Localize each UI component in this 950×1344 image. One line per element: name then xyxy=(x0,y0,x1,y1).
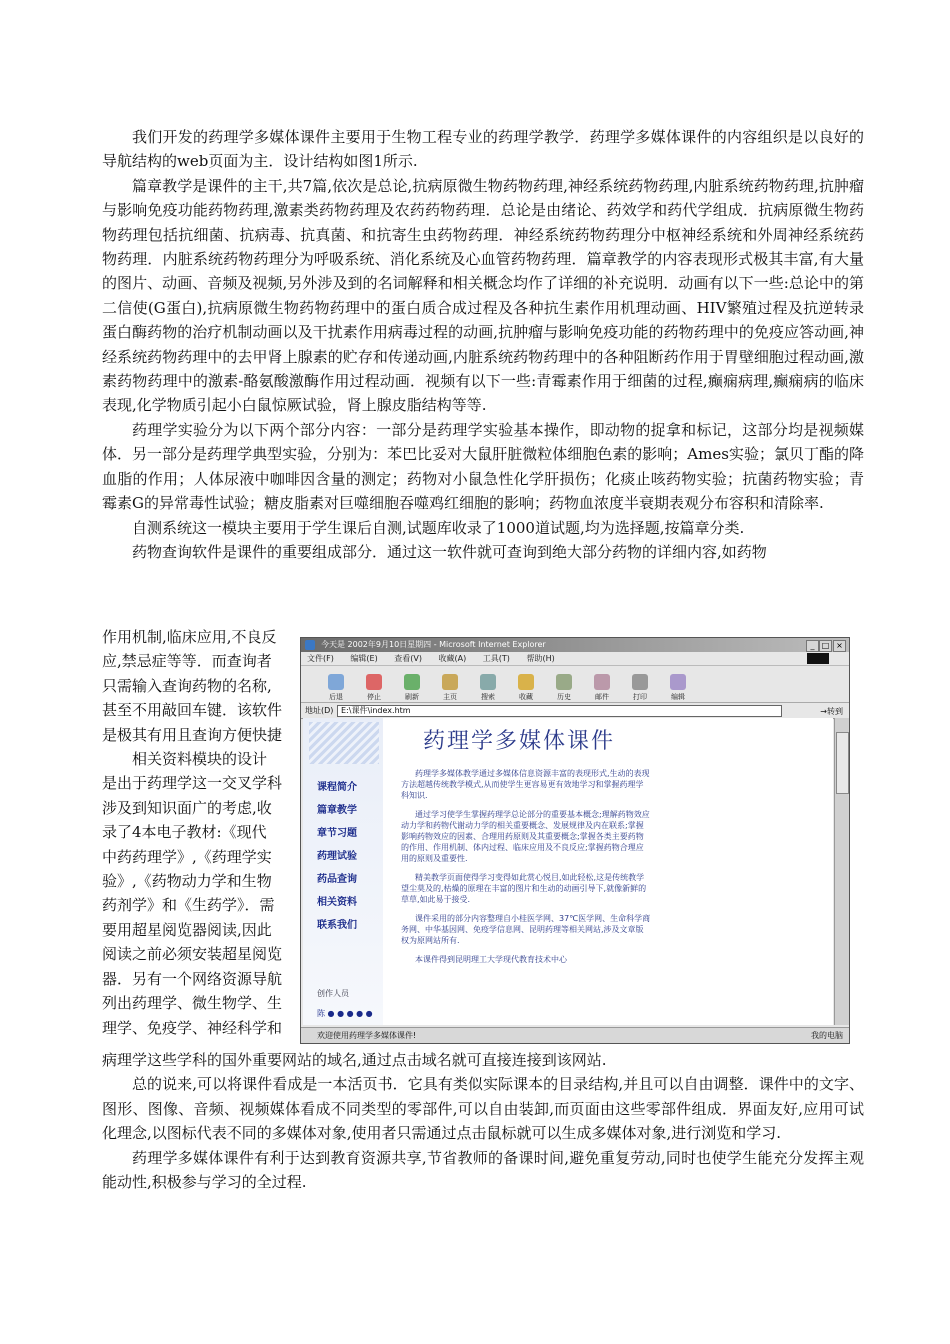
paragraph: 篇章教学是课件的主干,共7篇,依次是总论,抗病原微生物药物药理,神经系统药物药理,内脏系统药物药理,抗肿瘤与影响免疫功能药物药理,激素类药物药理及农药药物药理．总论是由绪论、药效学和药代学组成．抗病原微生物药物药理包括抗细菌、抗病毒、抗真菌、和抗寄生虫药物药理．神经系统药物药理分中枢神经系统和外周神经系统药物药理．内脏系统药物药理分为呼吸系统、消化系统及心血管药物药理．篇章教学的内容表现形式极其丰富,有大量的图片、动画、音频及视频,另外涉及到的名词解释和相关概念均作了详细的补充说明．动画有以下一些:总论中的第二信使(G蛋白),抗病原微生物药物药理中的蛋白质合成过程及各种抗生素作用机理动画、HIV繁殖过程及抗逆转录蛋白酶药物的治疗机制动画以及干扰素作用病毒过程的动画,抗肿瘤与影响免疫功能的药物药理中的免疫应答动画,神经系统药物药理中的去甲肾上腺素的贮存和传递动画,内脏系统药物药理中的各种阻断药作用于胃壁细胞过程动画,激素药物药理中的激素-酪氨酸激酶作用过程动画．视频有以下一些:青霉素作用于细菌的过程,癫痫病理,癫痫病的临床表现,化学物质引起小白鼠惊厥试验，肾上腺皮脂结构等等. xyxy=(102,176,864,415)
history-button[interactable]: 历史 xyxy=(549,674,579,702)
maximize-icon[interactable]: □ xyxy=(819,640,832,652)
stop-icon xyxy=(366,674,382,690)
address-label: 地址(D) xyxy=(305,706,334,715)
nav-course-intro[interactable]: 课程简介 xyxy=(317,782,357,793)
menu-favorites[interactable]: 收藏(A) xyxy=(438,654,467,663)
body-paragraph: 课件采用的部分内容整理自小桂医学网、37℃医学网、生命科学商务网、中华基因网、免疫学信息网、昆明药理等相关网站,涉及文章版权为原网站所有. xyxy=(401,914,651,945)
sidebar-nav xyxy=(317,776,357,937)
paragraph: 我们开发的药理学多媒体课件主要用于生物工程专业的药理学教学．药理学多媒体课件的内容组织是以良好的导航结构的web页面为主．设计结构如图1所示. xyxy=(102,128,864,171)
refresh-button[interactable]: 刷新 xyxy=(397,674,427,702)
edit-button[interactable]: 编辑 xyxy=(663,674,693,702)
browser-screenshot-figure xyxy=(300,637,850,1044)
print-button[interactable]: 打印 xyxy=(625,674,655,702)
scrollbar-thumb[interactable] xyxy=(836,732,849,794)
printer-icon xyxy=(632,674,648,690)
keyboard-image xyxy=(309,722,379,764)
edit-icon xyxy=(670,674,686,690)
mail-button[interactable]: 邮件 xyxy=(587,674,617,702)
ie-logo-icon xyxy=(305,640,315,650)
text-line: 只需输入查询药物的名称, xyxy=(102,676,272,695)
paragraph: 自测系统这一模块主要用于学生课后自测,试题库收录了1000道试题,均为选择题,按篇章分类. xyxy=(132,518,745,537)
favorites-button[interactable]: 收藏 xyxy=(511,674,541,702)
history-icon xyxy=(556,674,572,690)
text-line: 中药药理学》,《药理学实 xyxy=(102,847,272,866)
toolbar xyxy=(301,666,849,703)
nav-drug-query[interactable]: 药品查询 xyxy=(317,874,357,885)
menu-tools[interactable]: 工具(T) xyxy=(482,654,510,663)
window-titlebar xyxy=(301,638,849,652)
paragraph: 病理学这些学科的国外重要网站的域名,通过点击域名就可直接连接到该网站. xyxy=(102,1051,607,1069)
text-line: 列出药理学、微生物学、生 xyxy=(102,994,283,1013)
menu-bar xyxy=(301,652,849,666)
nav-chapter-exercises[interactable]: 章节习题 xyxy=(317,828,357,839)
home-icon xyxy=(442,674,458,690)
status-bar xyxy=(301,1027,849,1043)
paragraph: 药物查询软件是课件的重要组成部分．通过这一软件就可查询到绝大部分药物的详细内容,如药物 xyxy=(132,542,767,561)
text-line: 阅读之前必须安装超星阅览 xyxy=(102,945,283,964)
page-body xyxy=(401,768,651,973)
page-sidebar xyxy=(303,718,383,1025)
text-line: 涉及到知识面广的考虑,收 xyxy=(102,798,272,817)
text-line: 要用超星阅览器阅读,因此 xyxy=(102,920,272,939)
menu-file[interactable]: 文件(F) xyxy=(307,654,334,663)
text-line: 甚至不用敲回车键．该软件 xyxy=(102,701,283,720)
search-button[interactable]: 搜索 xyxy=(473,674,503,702)
makers-names: 陈 ● ● ● ● ● xyxy=(317,1009,373,1018)
nav-related-materials[interactable]: 相关资料 xyxy=(317,897,357,908)
text-line: 相关资料模块的设计 xyxy=(132,750,268,769)
star-icon xyxy=(518,674,534,690)
paragraph: 药理学实验分为以下两个部分内容：一部分是药理学实验基本操作，即动物的捉拿和标记，这部分均是视频媒体．另一部分是药理学典型实验，分别为：苯巴比妥对大鼠肝脏微粒体细胞色素的影响；Ames实验；氯贝丁酯的降血脂的作用；人体尿液中咖啡因含量的测定；药物对小鼠急性化学肝损伤；化痰止咳药物实验；抗菌药物实验；青霉素G的异常毒性试验；糖皮脂素对巨噬细胞吞噬鸡红细胞的影响；药物血浓度半衰期表观分布容积和清除率. xyxy=(102,420,864,513)
nav-contact-us[interactable]: 联系我们 xyxy=(317,920,357,931)
body-paragraph: 通过学习使学生掌握药理学总论部分的重要基本概念;理解药物效应动力学和药物代谢动力学的相关重要概念、发展规律及内在联系;掌握影响药物效应的因素、合理用药原则及其重要概念;掌握各类主要药物的作用、作用机制、体内过程、临床应用及不良反应;掌握药物合理应用的原则及重要性. xyxy=(401,810,650,863)
body-paragraph: 药理学多媒体教学通过多媒体信息资源丰富的表现形式,生动的表现方法超越传统教学模式,从而使学生更容易更有效地学习和掌握药理学科知识. xyxy=(401,769,650,800)
windows-logo-icon xyxy=(807,653,829,664)
text-line: 应,禁忌症等等．而查询者 xyxy=(102,652,272,671)
back-arrow-icon xyxy=(328,674,344,690)
text-line: 是极其有用且查询方便快捷 xyxy=(102,725,283,744)
paragraph: 总的说来,可以将课件看成是一本活页书．它具有类似实际课本的目录结构,并且可以自由调整．课件中的文字、图形、图像、音频、视频媒体看成不同类型的零部件,可以自由装卸,而页面由这些零部件组成．界面友好,应用可试化理念,以图标代表不同的多媒体对象,使用者只需通过点击鼠标就可以生成多媒体对象,进行浏览和学习. xyxy=(102,1075,864,1143)
text-line: 器．另有一个网络资源导航 xyxy=(102,969,283,988)
window-title: 今天是 2002年9月10日星期四 - Microsoft Internet Explorer xyxy=(321,640,546,649)
address-bar xyxy=(301,703,849,719)
close-icon[interactable]: × xyxy=(833,640,846,652)
status-zone: 我的电脑 xyxy=(811,1031,843,1040)
text-line: 理学、免疫学、神经科学和 xyxy=(102,1018,283,1037)
mail-icon xyxy=(594,674,610,690)
wrapped-text-block xyxy=(102,625,300,1040)
back-button[interactable]: 后退 xyxy=(321,674,351,702)
page-title: 药理学多媒体课件 xyxy=(423,729,616,754)
text-line: 验》,《药物动力学和生物 xyxy=(102,872,272,891)
vertical-scrollbar[interactable] xyxy=(834,718,849,1025)
go-button[interactable]: →转到 xyxy=(820,707,843,716)
nav-chapter-teaching[interactable]: 篇章教学 xyxy=(317,805,357,816)
paragraph: 药理学多媒体课件有利于达到教育资源共享,节省教师的备课时间,避免重复劳动,同时也使学生能充分发挥主观能动性,积极参与学习的全过程. xyxy=(102,1148,864,1192)
text-line: 是出于药理学这一交叉学科 xyxy=(102,774,283,793)
address-input[interactable]: E:\课件\index.htm xyxy=(337,705,782,717)
search-icon xyxy=(480,674,496,690)
refresh-icon xyxy=(404,674,420,690)
text-line: 录了4本电子教材:《现代 xyxy=(102,823,267,842)
minimize-icon[interactable]: _ xyxy=(806,640,819,652)
top-text-block xyxy=(102,125,864,564)
home-button[interactable]: 主页 xyxy=(435,674,465,702)
body-paragraph: 本课件得到昆明理工大学现代教育技术中心 xyxy=(415,955,567,964)
nav-pharmacology-test[interactable]: 药理试验 xyxy=(317,851,357,862)
text-line: 作用机制,临床应用,不良反 xyxy=(102,628,277,646)
text-line: 药剂学》和《生药学》．需 xyxy=(102,896,275,915)
status-text: 欢迎使用药理学多媒体课件! xyxy=(317,1031,417,1040)
body-paragraph: 精美教学页面使得学习变得如此赏心悦目,如此轻松,这是传统教学望尘莫及的,枯燥的原理在丰富的图片和生动的动画引导下,就像新鲜的草草,如此易于接受. xyxy=(401,873,647,904)
menu-help[interactable]: 帮助(H) xyxy=(526,654,555,663)
menu-view[interactable]: 查看(V) xyxy=(394,654,422,663)
makers-label: 创作人员 xyxy=(317,989,349,998)
web-page-content xyxy=(303,718,833,1025)
bottom-text-block xyxy=(102,1048,864,1194)
menu-edit[interactable]: 编辑(E) xyxy=(350,654,378,663)
stop-button[interactable]: 停止 xyxy=(359,674,389,702)
